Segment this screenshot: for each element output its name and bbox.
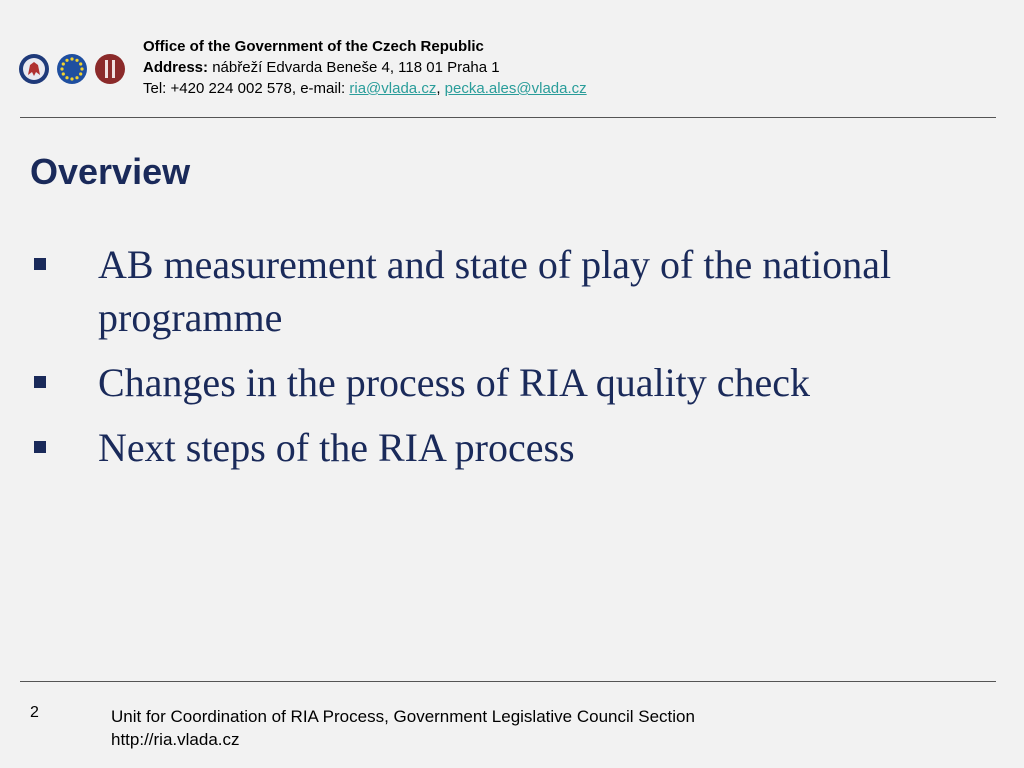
square-bullet-icon <box>34 441 46 453</box>
bullet-text: AB measurement and state of play of the national programme <box>98 242 892 340</box>
address-value: nábřeží Edvarda Beneše 4, 118 01 Praha 1 <box>208 59 500 76</box>
contact-prefix: Tel: +420 224 002 578, e-mail: <box>143 80 350 97</box>
address-line <box>143 57 587 78</box>
square-bullet-icon <box>34 258 46 270</box>
email-link-pecka[interactable]: pecka.ales@vlada.cz <box>444 80 587 97</box>
square-bullet-icon <box>34 376 46 388</box>
slide-title: Overview <box>30 151 191 192</box>
eu-stars-emblem-icon <box>56 53 88 85</box>
email-separator: , <box>436 80 445 97</box>
czech-lion-emblem-icon <box>18 53 50 85</box>
page-number: 2 <box>30 704 39 721</box>
bullet-text: Next steps of the RIA process <box>98 425 575 470</box>
legislative-emblem-icon <box>94 53 126 85</box>
header-contact-block <box>143 36 587 99</box>
contact-line <box>143 78 587 99</box>
footer-url: http://ria.vlada.cz <box>111 730 240 749</box>
header-divider <box>20 117 996 118</box>
bullet-text: Changes in the process of RIA quality check <box>98 360 811 405</box>
bullet-item <box>30 356 970 409</box>
organization-name: Office of the Government of the Czech Republic <box>143 38 484 55</box>
footer-divider <box>20 681 996 682</box>
footer-text <box>111 705 695 751</box>
email-link-ria[interactable]: ria@vlada.cz <box>349 80 437 97</box>
bullet-list <box>30 238 970 486</box>
bullet-item <box>30 238 970 344</box>
header-logos <box>18 52 126 86</box>
footer-unit: Unit for Coordination of RIA Process, Government Legislative Council Section <box>111 707 695 726</box>
address-label: Address: <box>143 59 209 76</box>
bullet-item <box>30 421 970 474</box>
